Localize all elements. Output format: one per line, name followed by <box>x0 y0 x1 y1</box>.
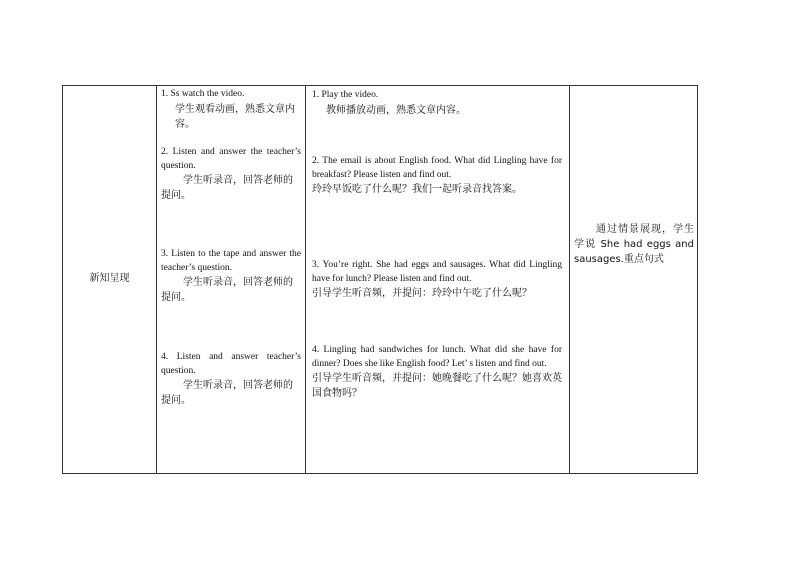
student-activity-en: 2. Listen and answer the teacher’s question. <box>161 147 301 171</box>
student-activity-2 <box>161 146 301 203</box>
teacher-activities-cell <box>305 86 569 473</box>
student-activity-cn: 学生听录音，回答老师的提问。 <box>161 380 293 406</box>
teacher-activity-cn: 教师播放动画，熟悉文章内容。 <box>326 104 466 116</box>
stage-cell <box>63 86 156 473</box>
design-intent-text: 通过情景展现，学生学说 She had eggs and sausages.重点句式 <box>574 224 694 265</box>
teacher-activity-cn: 引导学生听音频，并提问：她晚餐吃了什么呢？她喜欢英国食物吗？ <box>312 373 562 399</box>
lesson-plan-table <box>62 85 698 474</box>
student-activity-cn: 学生观看动画，熟悉文章内容。 <box>175 103 295 130</box>
stage-label: 新知呈现 <box>89 273 130 284</box>
teacher-activity-en: 4. Lingling had sandwiches for lunch. What did she have for dinner? Does she like English food? Let’ s listen and find out. <box>312 345 562 369</box>
teacher-activity-en: 3. You’re right. She had eggs and sausages. What did Lingling have for lunch? Please listen and find out. <box>312 260 562 284</box>
student-activity-cn: 学生听录音，回答老师的提问。 <box>161 175 293 201</box>
student-activity-en: 3. Listen to the tape and answer the teacher’s question. <box>161 249 301 273</box>
teacher-activity-cn: 玲玲早饭吃了什么呢？我们一起听录音找答案。 <box>312 184 522 195</box>
teacher-activity-en: 1. Play the video. <box>312 90 379 100</box>
teacher-activity-1 <box>312 89 562 118</box>
student-activity-3 <box>161 248 301 305</box>
teacher-activity-4 <box>312 344 562 401</box>
design-intent <box>574 222 694 267</box>
teacher-activity-en: 2. The email is about English food. What did Lingling have for breakfast? Please listen and find out. <box>312 156 562 180</box>
teacher-activity-cn: 引导学生听音频，并提问：玲玲中午吃了什么呢？ <box>312 288 532 299</box>
student-activity-en: 4. Listen and answer teacher’s question. <box>161 352 301 376</box>
design-intent-cell <box>569 86 699 473</box>
student-activities-cell <box>156 86 305 473</box>
student-activity-en: 1. Ss watch the video. <box>161 89 245 99</box>
teacher-activity-2 <box>312 155 562 197</box>
student-activity-1 <box>161 88 301 132</box>
student-activity-4 <box>161 351 301 408</box>
student-activity-cn: 学生听录音，回答老师的提问。 <box>161 277 293 303</box>
teacher-activity-3 <box>312 259 562 301</box>
